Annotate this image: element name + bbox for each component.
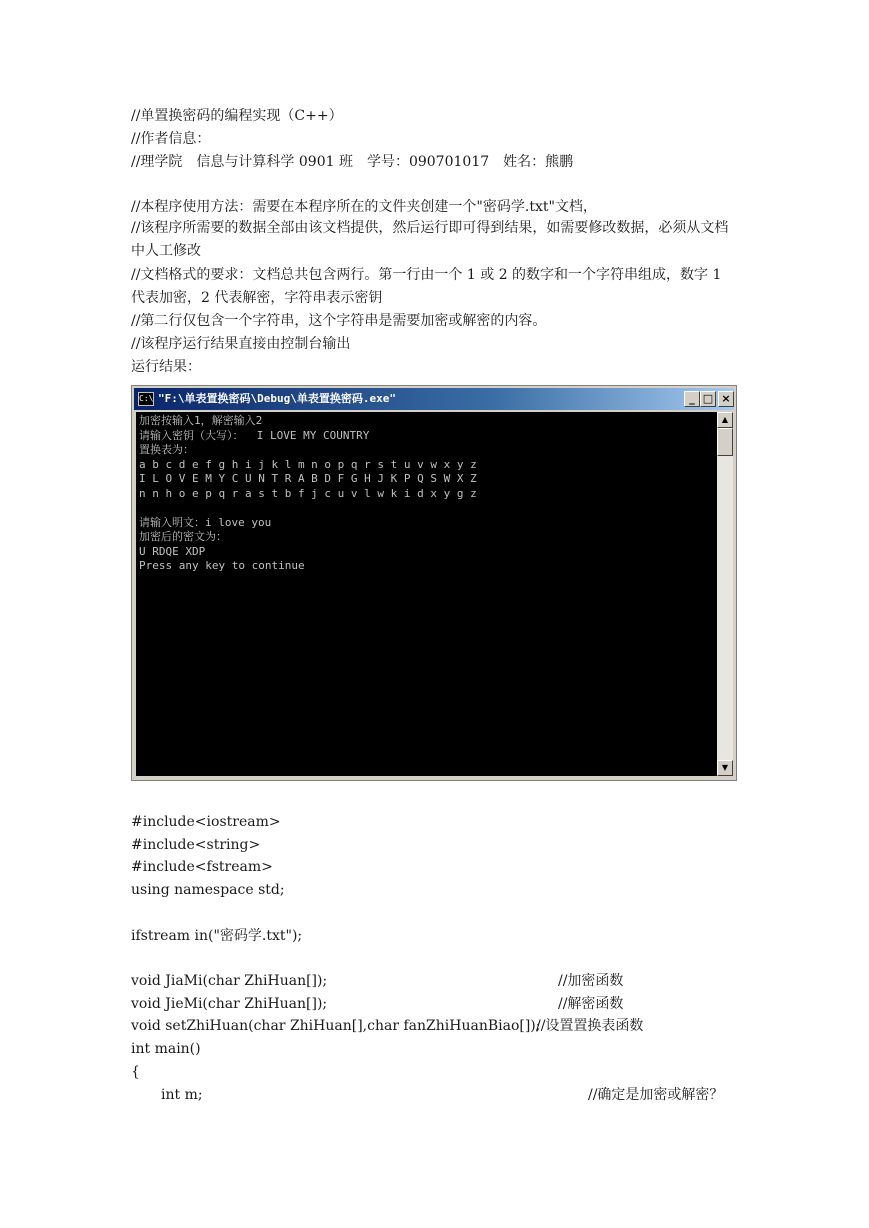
code-decl-jiami: void JiaMi(char ZhiHuan[]); bbox=[131, 973, 328, 989]
console-app-icon: C:\ bbox=[138, 392, 154, 406]
console-line: a b c d e f g h i j k l m n o p q r s t u v w x y z bbox=[139, 457, 477, 471]
code-ifstream: ifstream in("密码学.txt"); bbox=[131, 928, 303, 944]
console-line: U RDQE XDP bbox=[139, 544, 206, 558]
minimize-button[interactable]: _ bbox=[684, 391, 700, 407]
console-line: 加密按输入1，解密输入2 bbox=[139, 414, 263, 427]
usage-line-4: //第二行仅包含一个字符串，这个字符串是需要加密或解密的内容。 bbox=[131, 313, 547, 329]
usage-paragraph-2: //该程序所需要的数据全部由该文档提供，然后运行即可得到结果，如需要修改数据，必须从文档中人工修改 bbox=[131, 220, 729, 259]
console-line: Press any key to continue bbox=[139, 559, 305, 572]
console-line: 加密后的密文为： bbox=[139, 530, 227, 543]
usage-line-1: //本程序使用方法：需要在本程序所在的文件夹创建一个"密码学.txt"文档， bbox=[131, 199, 597, 215]
console-line: 请输入明文：i love you bbox=[139, 515, 272, 529]
console-window bbox=[131, 385, 737, 781]
console-line bbox=[139, 501, 714, 516]
scroll-thumb[interactable] bbox=[717, 428, 733, 456]
code-include-fstream: #include<fstream> bbox=[131, 859, 273, 875]
header-line-3: //理学院 信息与计算科学 0901 班 学号：090701017 姓名：熊鹏 bbox=[131, 154, 574, 170]
code-comment-jiemi: //解密函数 bbox=[558, 996, 624, 1012]
console-line: 置换表为： bbox=[139, 443, 194, 456]
usage-paragraph-3: //文档格式的要求：文档总共包含两行。第一行由一个 1 或 2 的数字和一个字符串组成，数字 1 代表加密，2 代表解密，字符串表示密钥 bbox=[131, 267, 722, 306]
code-include-string: #include<string> bbox=[131, 837, 261, 853]
code-decl-jiemi: void JieMi(char ZhiHuan[]); bbox=[131, 996, 328, 1012]
code-decl-setzhihuan: void setZhiHuan(char ZhiHuan[],char fanZhiHuanBiao[]); bbox=[131, 1018, 541, 1034]
code-main-signature: int main() bbox=[131, 1041, 201, 1057]
close-button[interactable]: × bbox=[718, 391, 734, 407]
scroll-up-icon[interactable]: ▲ bbox=[717, 412, 733, 428]
maximize-button[interactable]: □ bbox=[700, 391, 716, 407]
code-comment-setzhihuan: //设置置换表函数 bbox=[536, 1018, 644, 1034]
result-label: 运行结果： bbox=[131, 359, 201, 375]
scroll-down-icon[interactable]: ▼ bbox=[717, 760, 733, 776]
code-include-iostream: #include<iostream> bbox=[131, 814, 281, 830]
code-comment-jiami: //加密函数 bbox=[558, 973, 624, 989]
usage-line-5: //该程序运行结果直接由控制台输出 bbox=[131, 336, 351, 352]
code-using-namespace: using namespace std; bbox=[131, 882, 285, 898]
console-line: n n h o e p q r a s t b f j c u v l w k i d x y g z bbox=[139, 486, 477, 500]
header-line-2: //作者信息： bbox=[131, 131, 211, 147]
console-title: "F:\单表置换密码\Debug\单表置换密码.exe" bbox=[158, 392, 396, 405]
console-line: 请输入密钥（大写）： I LOVE MY COUNTRY bbox=[139, 428, 370, 442]
console-output bbox=[136, 412, 717, 776]
console-titlebar[interactable] bbox=[134, 388, 734, 410]
console-scrollbar[interactable] bbox=[717, 412, 733, 776]
code-int-m: int m; bbox=[161, 1087, 203, 1103]
header-line-1: //单置换密码的编程实现（C++） bbox=[131, 108, 343, 124]
console-line: I L O V E M Y C U N T R A B D F G H J K P Q S W X Z bbox=[139, 472, 477, 485]
code-comment-int-m: //确定是加密或解密？ bbox=[588, 1087, 724, 1103]
code-open-brace: { bbox=[131, 1064, 140, 1080]
